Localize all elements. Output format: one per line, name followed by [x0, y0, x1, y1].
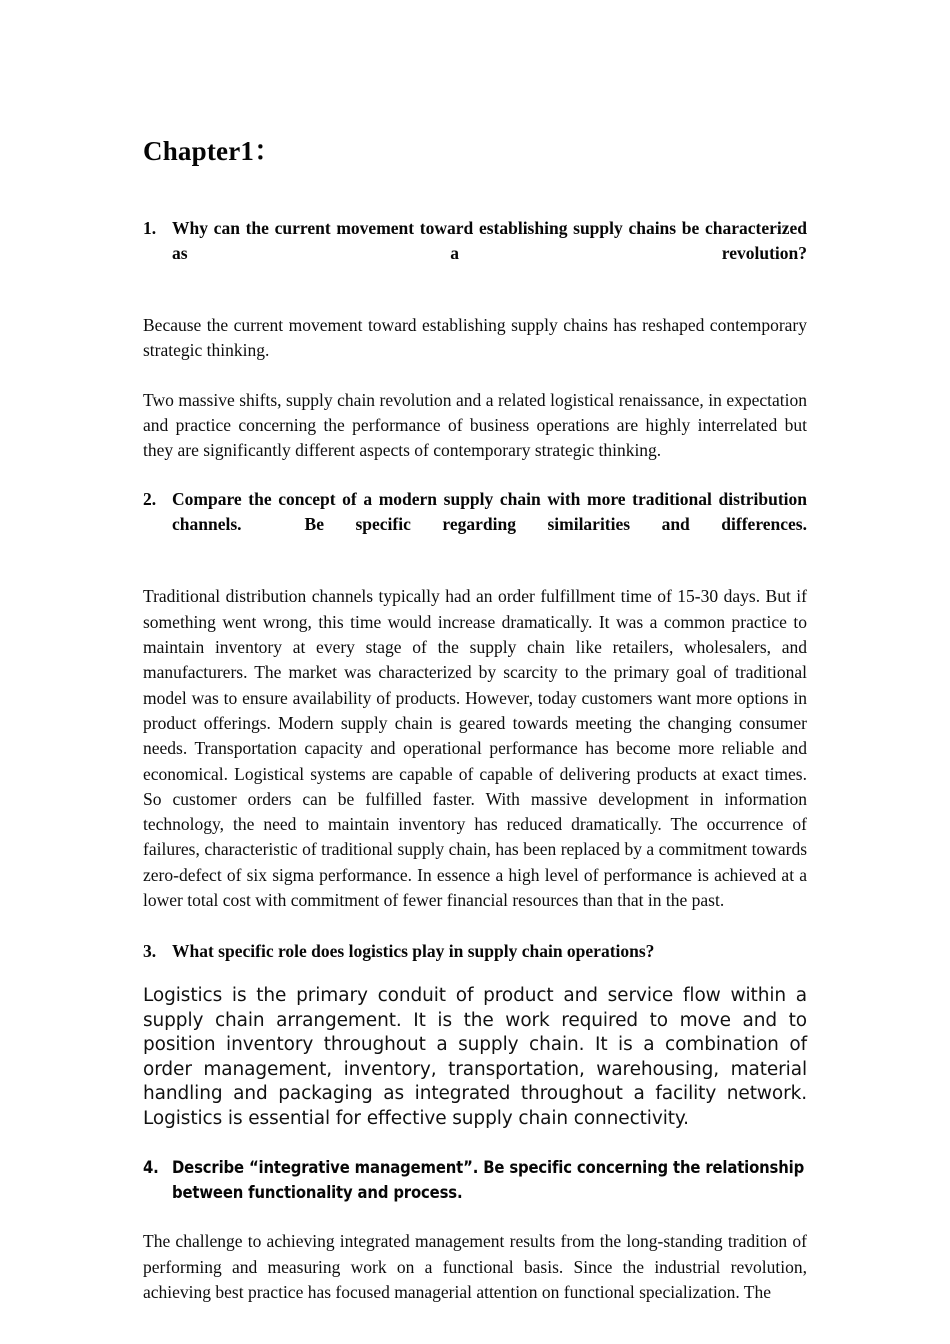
- spacer: [143, 964, 807, 984]
- question-number-1: 1.: [143, 218, 157, 238]
- question-text-3: What specific role does logistics play in supply chain operations?: [172, 941, 655, 962]
- spacer: [143, 364, 807, 388]
- question-heading-2: [143, 487, 812, 562]
- answer-paragraph-1-2: Two massive shifts, supply chain revolution and a related logistical renaissance, in expectation and practice concerning the performance of business operations are highly interrelated but they are significantly different aspects of contemporary strategic thinking.: [143, 389, 812, 461]
- spacer: [143, 913, 807, 939]
- question-text-4: Describe “integrative management”. Be specific concerning the relationship between functionality and process.: [172, 1158, 810, 1203]
- answer-paragraph-4-1: The challenge to achieving integrated management results from the long-standing tradition of performing and measuring work on a functional basis. Since the industrial revolution, achieving best practice has focused managerial attention on functional specialization. The: [143, 1231, 812, 1302]
- answer-paragraph-1-1: Because the current movement toward establishing supply chains has reshaped contemporary strategic thinking.: [143, 315, 812, 361]
- spacer: [143, 463, 807, 487]
- question-heading-4: [143, 1155, 810, 1205]
- question-heading-3: [143, 939, 807, 964]
- question-number-3: 3.: [143, 941, 157, 962]
- answer-paragraph-2-1: Traditional distribution channels typically had an order fulfillment time of 15-30 days. But if something went wrong, this time would increase dramatically. It was a common practice to maintain inventory at every stage of the supply chain like retailers, wholesalers, and manufacturers. The market was characterized by scarcity to the primary goal of traditional model was to ensure availability of products. However, today customers want more options in product offerings. Modern supply chain is geared towards meeting the changing consumer needs. Transportation capacity and operational performance has become more reliable and economical. Logistical systems are capable of capable of delivering products at exact times. So customer orders can be fulfilled faster. With massive development in information technology, the need to maintain inventory has reduced dramatically. The occurrence of failures, characteristic of traditional supply chain, has been replaced by a commitment towards zero-defect of six sigma performance. In essence a high level of performance is achieved at a lower total cost with commitment of fewer financial resources than that in the past.: [143, 586, 812, 911]
- page-title: Chapter1：: [143, 136, 282, 166]
- question-number-2: 2.: [143, 489, 157, 510]
- spacer: [143, 168, 807, 216]
- question-text-2: Compare the concept of a modern supply chain with more traditional distribution channels. Be specific regarding similarities and differences.: [172, 489, 812, 535]
- answer-paragraph-3-1: Logistics is the primary conduit of product and service flow within a supply chain arrangement. It is the work required to move and to position inventory throughout a supply chain. It is a combination of order management, inventory, transportation, warehousing, material handling and packaging as integrated throughout a facility network. Logistics is essential for effective supply chain connectivity.: [143, 985, 813, 1129]
- spacer: [143, 562, 807, 584]
- spacer: [143, 1131, 807, 1155]
- question-number-4: 4.: [143, 1158, 159, 1178]
- spacer: [143, 1205, 807, 1229]
- question-heading-1: [143, 216, 812, 291]
- document-content: [143, 134, 813, 1305]
- question-text-1: Why can the current movement toward establishing supply chains be characterized as a revolution?: [172, 218, 812, 263]
- spacer: [143, 291, 807, 313]
